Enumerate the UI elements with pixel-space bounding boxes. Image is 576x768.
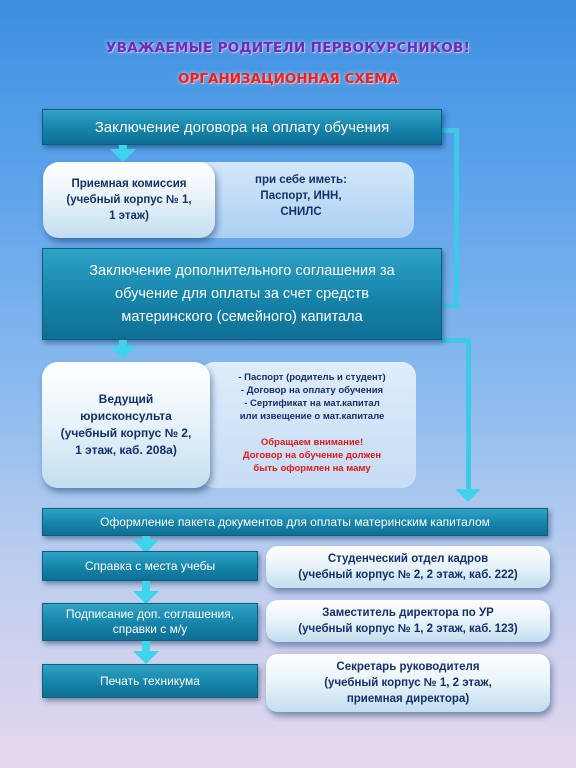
arrow-down-icon <box>133 651 159 664</box>
arrow-down-icon <box>455 489 481 502</box>
deputy-director-text: Заместитель директора по УР (учебный корпус № 1, 2 этаж, каб. 123) <box>298 607 518 635</box>
connector-line-long-vertical <box>466 338 471 490</box>
secretary-card <box>266 654 550 712</box>
connector-line-mid-horizontal <box>441 303 459 308</box>
arrow-down-icon <box>110 346 136 359</box>
step-contract-box <box>42 109 442 145</box>
secretary-text: Секретарь руководителя (учебный корпус № 1, 2 этаж, приемная директора) <box>324 661 492 705</box>
hr-office-text: Студенческий отдел кадров (учебный корпус № 2, 2 этаж, каб. 222) <box>298 553 518 581</box>
hr-office-card <box>266 546 550 588</box>
docs-list-text: - Паспорт (родитель и студент) - Договор на оплату обучения - Сертификат на мат.капитал или извещение о мат.капитале <box>238 372 386 422</box>
docs-required-text: при себе иметь: Паспорт, ИНН, СНИЛС <box>255 174 347 218</box>
substep-certificate-box <box>42 551 258 581</box>
admission-office-text: Приемная комиссия (учебный корпус № 1, 1 этаж) <box>66 178 192 222</box>
connector-line-top-vertical <box>454 128 459 308</box>
step-package-box <box>42 508 548 536</box>
step-agreement-label: Заключение дополнительного соглашения за обучение для оплаты за счет средств материнского (семейного) капитала <box>89 262 395 325</box>
page-title: УВАЖАЕМЫЕ РОДИТЕЛИ ПЕРВОКУРСНИКОВ! <box>105 40 471 56</box>
legal-advisor-text: Ведущий юрисконсульта (учебный корпус № 2, 1 этаж, каб. 208а) <box>60 392 192 457</box>
substep-signing-box <box>42 603 258 641</box>
deputy-director-card <box>266 600 550 642</box>
step-agreement-box <box>42 248 442 340</box>
substep-stamp-label: Печать техникума <box>100 674 200 688</box>
step-package-label: Оформление пакета документов для оплаты материнским капиталом <box>100 515 490 529</box>
legal-advisor-card <box>42 362 210 488</box>
arrow-down-icon <box>110 149 136 162</box>
admission-office-card <box>43 162 215 238</box>
substep-stamp-box <box>42 664 258 698</box>
step-contract-label: Заключение договора на оплату обучения <box>94 118 390 136</box>
arrow-stem <box>142 641 150 651</box>
substep-signing-label: Подписание доп. соглашения, справки с м/у <box>65 607 235 636</box>
warning-text: Обращаем внимание! Договор на обучение должен быть оформлен на маму <box>242 437 382 474</box>
substep-certificate-label: Справка с места учебы <box>84 559 216 573</box>
page-subtitle: ОРГАНИЗАЦИОННАЯ СХЕМА <box>178 71 398 87</box>
arrow-stem <box>142 581 150 591</box>
